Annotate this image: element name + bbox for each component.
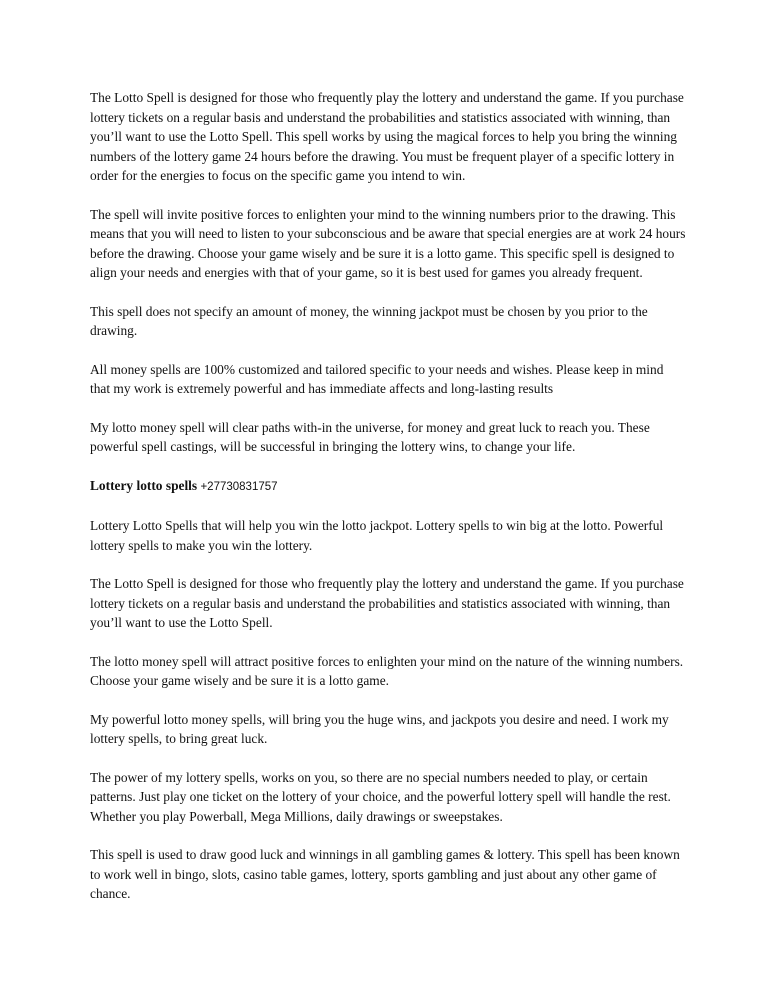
paragraph: My powerful lotto money spells, will bring you the huge wins, and jackpots you desire and need. I work my lottery spells, to bring great luck.	[90, 711, 669, 746]
paragraph: This spell does not specify an amount of money, the winning jackpot must be chosen by you prior to the drawing.	[90, 303, 648, 338]
paragraph: Lottery Lotto Spells that will help you win the lotto jackpot. Lottery spells to win big at the lotto. Powerful lottery spells to make you win the lottery.	[90, 518, 664, 553]
phone-number: +27730831757	[200, 480, 278, 493]
paragraph: The lotto money spell will attract positive forces to enlighten your mind on the nature of the winning numbers. Choose your game wisely and be sure it is a lotto game.	[90, 653, 684, 688]
paragraph: This spell is used to draw good luck and winnings in all gambling games & lottery. This spell has been known to work well in bingo, slots, casino table games, lottery, sports gambling and just about any other game of chance.	[90, 847, 680, 901]
section-heading	[90, 476, 686, 498]
paragraph: The Lotto Spell is designed for those who frequently play the lottery and understand the game. If you purchase lottery tickets on a regular basis and understand the probabilities and statistics associated with winning, than you’ll want to use the Lotto Spell.	[90, 576, 684, 630]
document-page	[90, 88, 686, 923]
paragraph: The power of my lottery spells, works on you, so there are no special numbers needed to play, or certain patterns. Just play one ticket on the lottery of your choice, and the powerful lottery spell will handle the rest. Whether you play Powerball, Mega Millions, daily drawings or sweepstakes.	[90, 769, 671, 824]
paragraph: My lotto money spell will clear paths with-in the universe, for money and great luck to reach you. These powerful spell castings, will be successful in bringing the lottery wins, to change your life.	[90, 419, 650, 454]
paragraph: The Lotto Spell is designed for those who frequently play the lottery and understand the game. If you purchase lottery tickets on a regular basis and understand the probabilities and statistics associated with winning, than you’ll want to use the Lotto Spell. This spell works by using the magical forces to help you bring the winning numbers of the lottery game 24 hours before the drawing. You must be frequent player of a specific lottery in order for the energies to focus on the specific game you intend to win.	[90, 90, 684, 183]
paragraph: All money spells are 100% customized and tailored specific to your needs and wishes. Please keep in mind that my work is extremely powerful and has immediate affects and long-lasting results	[90, 361, 664, 396]
paragraph: The spell will invite positive forces to enlighten your mind to the winning numbers prior to the drawing. This means that you will need to listen to your subconscious and be aware that special energies are at work 24 hours before the drawing. Choose your game wisely and be sure it is a lotto game. This specific spell is designed to align your needs and energies with that of your game, so it is best used for games you already frequent.	[90, 206, 686, 280]
section-heading-title: Lottery lotto spells	[90, 477, 198, 493]
